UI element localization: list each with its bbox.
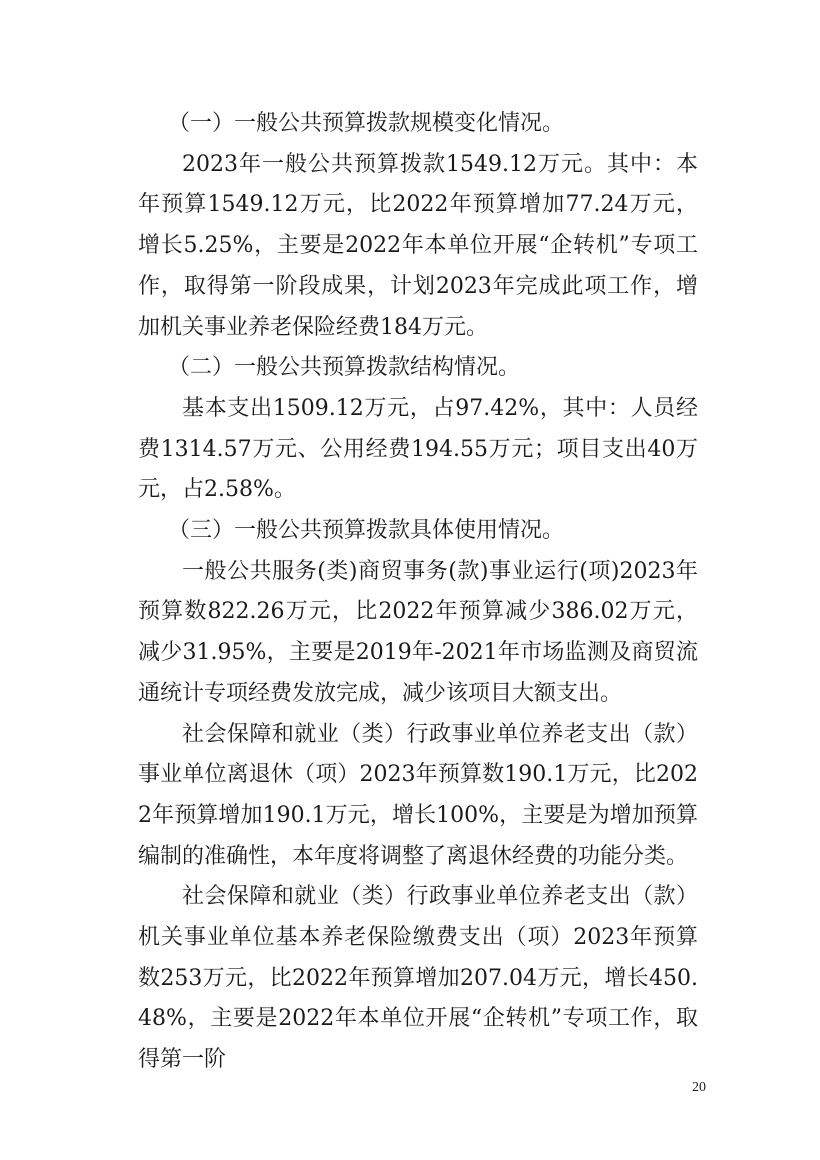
paragraph-scale-change: 2023年一般公共预算拨款1549.12万元。其中：本年预算1549.12万元，比2022年预算增加77.24万元，增长5.25%，主要是2022年本单位开展“企转机”专项工作，取得第一阶段成果，计划2023年完成此项工作，增加机关事业养老保险经费184万元。	[138, 151, 698, 340]
paragraph-commerce-operation: 一般公共服务(类)商贸事务(款)事业运行(项)2023年预算数822.26万元，比2022年预算减少386.02万元，减少31.95%，主要是2019年-2021年市场监测及商贸流通统计专项经费发放完成，减少该项目大额支出。	[138, 558, 698, 706]
section-heading-usage: （三）一般公共预算拨款具体使用情况。	[168, 518, 565, 544]
paragraph-pension-insurance: 社会保障和就业（类）行政事业单位养老支出（款）机关事业单位基本养老保险缴费支出（项）2023年预算数253万元，比2022年预算增加207.04万元，增长450.48%，主要是2022年本单位开展“企转机”专项工作，取得第一阶	[138, 884, 698, 1073]
page-number: 20	[692, 1080, 706, 1095]
paragraph-structure: 基本支出1509.12万元，占97.42%，其中：人员经费1314.57万元、公用经费194.55万元；项目支出40万元，占2.58%。	[138, 395, 698, 503]
section-heading-structure: （二）一般公共预算拨款结构情况。	[168, 355, 521, 381]
document-body	[138, 104, 698, 1081]
paragraph-retirement: 社会保障和就业（类）行政事业单位养老支出（款）事业单位离退休（项）2023年预算数190.1万元，比2022年预算增加190.1万元，增长100%，主要是为增加预算编制的准确性，本年度将调整了离退休经费的功能分类。	[138, 721, 698, 869]
section-heading-scale-change: （一）一般公共预算拨款规模变化情况。	[168, 111, 565, 136]
